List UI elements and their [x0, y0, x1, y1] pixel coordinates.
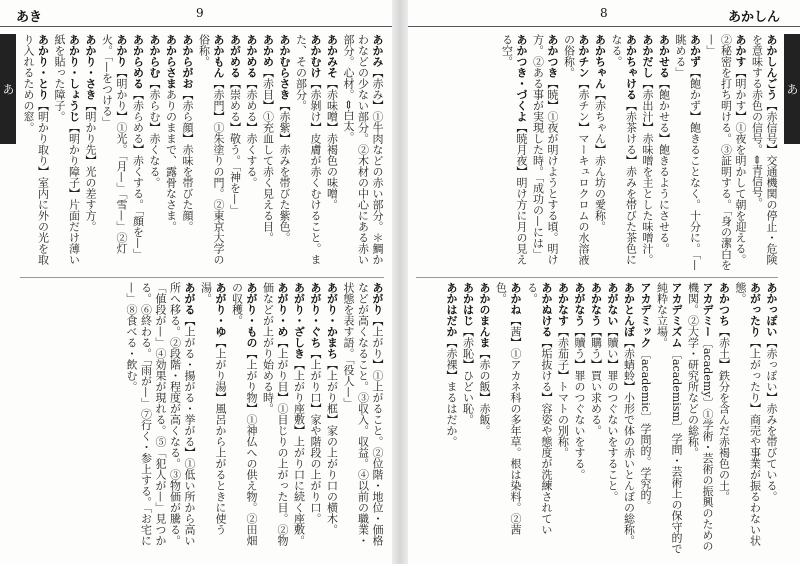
dictionary-entry	[704, 34, 748, 272]
entry-headword: あがり・ゆ	[214, 282, 227, 337]
entry-definition: 【明かり】①光。「月—」「雪—」②灯火。「—をつける」	[100, 34, 128, 254]
dictionary-entry	[621, 282, 636, 556]
entry-definition: 【飽かせる】飽きるようにさせる。	[657, 78, 671, 254]
entry-definition: 【赤める】赤くする。	[245, 78, 258, 188]
page-header	[408, 4, 800, 27]
dictionary-entry	[640, 34, 655, 272]
right-page	[408, 0, 800, 564]
entry-headword: あからがお	[181, 34, 194, 89]
dictionary-entry	[147, 34, 162, 272]
entry-column-top	[416, 34, 778, 272]
dictionary-entry	[229, 282, 258, 556]
dictionary-entry	[609, 34, 638, 272]
dictionary-entry	[196, 34, 225, 272]
entry-definition: 【赤紫】赤みを帯びた紫色。	[278, 100, 291, 243]
entry-definition: 【赤み】①牛肉などの赤い部分。＊鯛かわなどの少ない部分。②木材の中心にある赤い部分。心材。⇔白太。	[342, 34, 384, 265]
entry-definition: 【上がり物】①神仏への供え物。②田畑の収穫。	[230, 282, 258, 546]
entry-definition: 【暁】①夜が明けようとする頃。明け方。②ある事が実現した時。「成功の—には」	[531, 34, 559, 265]
entry-headword: あかちゃける	[624, 34, 638, 100]
entry-headword: アカデミズム	[670, 282, 683, 348]
entry-definition: 【垢抜ける】容姿や態度が洗練されている。	[525, 282, 553, 535]
entry-headword: あがり・もの	[245, 282, 258, 348]
entry-definition: 【赤門】①朱塗りの門。②東京大学の俗称。	[197, 34, 225, 265]
entry-definition: 【上がったり】商売や事業が振るわない状態。	[734, 282, 762, 546]
entry-definition: 【赤の飯】赤飯。	[478, 348, 491, 436]
entry-definition: 【赤っぽい】赤みを帯びている。	[765, 337, 778, 502]
guide-word: あかしん	[727, 10, 780, 25]
entry-definition: 【上がり】①上がること。②位階・地位・価格などが高くなること。③収入。収益。④以前の職業・状態を表す語。「役人—」	[342, 282, 384, 546]
thumb-index-tab: あ	[0, 34, 16, 144]
dictionary-entry	[673, 34, 702, 272]
entry-definition: 【赤チン】マーキュロクロムの水溶液の俗称。	[562, 34, 590, 265]
entry-definition: 〔academy〕①学術・芸術の振興のための機関。②大学・研究所などの総称。	[686, 282, 714, 552]
entry-headword: あかみそ	[325, 34, 339, 78]
entry-definition: 【赤目】①充血して赤く見える目。	[261, 67, 275, 243]
entry-definition: 【購う】買い求める。	[589, 326, 603, 436]
section-divider	[20, 277, 384, 278]
dictionary-entry	[592, 34, 607, 272]
dictionary-entry	[52, 34, 81, 272]
page-header	[0, 4, 392, 27]
entry-definition: 【赤恥】ひどい恥。	[461, 326, 475, 425]
entry-column-bottom	[416, 282, 778, 556]
dictionary-entry	[460, 282, 475, 556]
book-gutter	[392, 0, 408, 564]
dictionary-entry	[749, 34, 778, 272]
entry-definition: 【明かす】①夜を明かして朝を迎える。②秘密を打ち明ける。③証明する。「身の潔白を—」	[705, 34, 747, 271]
entry-definition: 【明かり取り】室内に外の光を取り入れるための窓。	[22, 34, 50, 265]
entry-definition: 【赤剝け】皮膚が赤くむけること。また、その部分。	[294, 34, 322, 265]
entry-headword: あがり・かまち	[325, 282, 339, 359]
dictionary-entry	[293, 34, 322, 272]
entry-headword: あかつち	[717, 282, 731, 326]
entry-headword: あがり・め	[276, 282, 289, 337]
dictionary-entry	[561, 34, 590, 272]
entry-definition: 【上がる・揚がる・挙がる】①低い所から高い所へ移る。②段階・程度が高くなる。③物価が騰る。「値段が—」④効果が現れる。⑤「犯人が—」見つかる。⑥終わる。「雨が—」⑦行く・参上する。「お宅に—」⑧食べる・飲む。	[125, 282, 196, 546]
dictionary-entry	[654, 282, 683, 556]
entry-definition: 【赤茶ける】赤みを帯びた茶色になる。	[610, 34, 638, 265]
entry-column-top	[20, 34, 384, 272]
dictionary-entry	[341, 34, 385, 272]
entry-definition: 【赤裸】まるはだか。	[445, 337, 458, 447]
entry-definition: 【暁月夜】明け方に月の見える空。	[500, 34, 528, 265]
entry-definition: 【崇める】敬う。「神を—」	[228, 78, 242, 216]
dictionary-entry	[572, 282, 587, 556]
entry-headword: あがったり	[748, 282, 762, 337]
entry-headword: あかり	[115, 34, 128, 67]
entry-headword: あがめる	[228, 34, 242, 78]
entry-definition: 【明かり先】光の差す方。	[84, 100, 97, 232]
dictionary-entry	[716, 282, 731, 556]
entry-definition: 【明かり障子】片面だけ薄い紙を貼った障子。	[53, 34, 81, 265]
dictionary-entry	[499, 34, 528, 272]
entry-headword: あかめる	[245, 34, 258, 78]
entry-headword: あかせる	[657, 34, 671, 78]
entry-headword: あがなう	[573, 282, 586, 326]
dictionary-entry	[260, 34, 275, 272]
entry-headword: あがり・ぐち	[309, 282, 322, 348]
entry-headword: あかもん	[212, 34, 225, 78]
entry-definition: 【飽かず】飽きることなく。十分に。「—眺める」	[674, 34, 702, 271]
page-number: 8	[600, 6, 608, 20]
entry-headword: あがる	[183, 282, 196, 315]
entry-definition: 【赤茄子】トマトの別称。	[556, 326, 570, 458]
entry-definition: 【赤味噌】赤褐色の味噌。	[325, 78, 339, 210]
dictionary-entry	[605, 282, 620, 556]
entry-headword: あかっぽい	[765, 282, 778, 337]
entry-definition: 【贖い】罪のつぐないをすること。	[606, 326, 619, 502]
dictionary-entry	[444, 282, 459, 556]
entry-headword: アカデミー	[701, 282, 714, 337]
thumb-index-tab: あ	[784, 34, 800, 144]
entry-headword: あかむらさき	[278, 34, 291, 100]
dictionary-entry	[524, 282, 553, 556]
dictionary-entry	[130, 34, 145, 272]
dictionary-entry	[21, 34, 50, 272]
entry-definition: 【赤出汁】赤味噌を主とした味噌汁。	[641, 78, 654, 265]
entry-definition: ありのままで、露骨なさま。	[164, 89, 178, 232]
entry-headword: あかちゃん	[593, 34, 607, 89]
dictionary-entry	[324, 282, 339, 556]
dictionary-entry	[163, 34, 178, 272]
entry-headword: あかのまんま	[478, 282, 491, 348]
entry-definition: 【上がり框】家の上がり口の横木。	[325, 359, 339, 535]
dictionary-entry	[733, 282, 762, 556]
entry-definition: 【上がり座敷】上がり口に続く座敷。	[292, 359, 306, 546]
dictionary-entry	[260, 282, 289, 556]
entry-headword: あかり・さき	[84, 34, 97, 100]
entry-definition: 【上がり目】①目じりの上がった目。②物価などが上がり始める時。	[261, 282, 289, 546]
section-divider	[416, 277, 778, 278]
entry-headword: あがり	[371, 282, 384, 315]
dictionary-entry	[493, 282, 522, 556]
entry-headword: あかつき・づくよ	[515, 34, 528, 122]
page-number: 9	[196, 6, 204, 20]
entry-headword: あかしんごう	[765, 34, 778, 100]
entry-headword: あかむけ	[309, 34, 322, 78]
guide-word: あき	[16, 10, 43, 25]
entry-headword: あかとんぼ	[622, 282, 636, 337]
entry-definition: 【上がり湯】風呂から上がるときに使う湯。	[199, 282, 227, 535]
entry-headword: アカデミック	[639, 282, 652, 348]
dictionary-entry	[638, 282, 653, 556]
entry-headword: あかはじ	[461, 282, 475, 326]
entry-headword: あからむ	[148, 34, 161, 78]
entry-definition: 〔academic〕学問的。学究的。	[639, 348, 652, 511]
dictionary-entry	[477, 282, 492, 556]
entry-definition: 〔academism〕学問・芸術上の保守的で純粋な立場。	[655, 282, 683, 554]
entry-headword: あからめる	[131, 34, 145, 89]
entry-headword: あかり・とり	[36, 34, 50, 100]
dictionary-entry	[324, 34, 339, 272]
left-page	[0, 0, 392, 564]
entry-definition: 【赤土】鉄分を含んだ赤褐色の土。	[717, 326, 731, 502]
dictionary-entry	[588, 282, 603, 556]
dictionary-entry	[530, 34, 559, 272]
entry-headword: あかなす	[556, 282, 570, 326]
entry-headword: あかつき	[546, 34, 559, 78]
entry-headword: あかす	[734, 34, 747, 67]
entry-definition: 【赤らめる】赤くする。「顔を—」	[131, 89, 145, 260]
entry-definition: 【赤ら顔】赤味を帯びた顔。	[181, 89, 194, 232]
entry-definition: 【赤蜻蛉】小形で体の赤いとんぼの総称。	[622, 337, 636, 546]
dictionary-entry	[198, 282, 227, 556]
dictionary-entry	[99, 34, 128, 272]
dictionary-entry	[308, 282, 323, 556]
entry-headword: あがり・ざしき	[292, 282, 306, 359]
entry-headword: あかめ	[261, 34, 275, 67]
dictionary-entry	[83, 34, 98, 272]
entry-column-bottom	[20, 282, 384, 556]
dictionary-entry	[764, 282, 779, 556]
dictionary-entry	[291, 282, 306, 556]
entry-definition: 【赤ちゃん】赤ん坊の愛称。	[593, 89, 607, 232]
dictionary-entry	[124, 282, 197, 556]
entry-headword: あかチン	[577, 34, 590, 78]
entry-headword: あかなう	[589, 282, 603, 326]
entry-headword: あがない	[606, 282, 619, 326]
entry-headword: あかず	[688, 34, 702, 67]
dictionary-entry	[685, 282, 714, 556]
dictionary-entry	[227, 34, 242, 272]
entry-headword: あかだし	[641, 34, 654, 78]
dictionary-entry	[341, 282, 385, 556]
entry-definition: 【茜】①アカネ科の多年草。根は染料。②茜色。	[494, 282, 522, 535]
entry-definition: 【贖う】罪のつぐないをする。	[573, 326, 586, 480]
entry-definition: 【赤らむ】赤くなる。	[148, 78, 161, 188]
entry-definition: 【上がり口】家や階段の上がり口。	[309, 348, 322, 524]
entry-definition: 【赤信号】交通機関の停止・危険を意味する赤色の信号。⇔青信号。	[750, 34, 778, 265]
dictionary-entry	[180, 34, 195, 272]
dictionary-entry	[244, 34, 259, 272]
entry-headword: あかみ	[371, 34, 384, 67]
entry-headword: あからさま	[164, 34, 178, 89]
entry-headword: あかり・しょうじ	[67, 34, 81, 122]
dictionary-entry	[277, 34, 292, 272]
entry-headword: あかはだか	[445, 282, 458, 337]
entry-headword: あかね	[509, 282, 522, 315]
entry-headword: あかぬける	[540, 282, 553, 337]
dictionary-entry	[555, 282, 570, 556]
dictionary-entry	[656, 34, 671, 272]
